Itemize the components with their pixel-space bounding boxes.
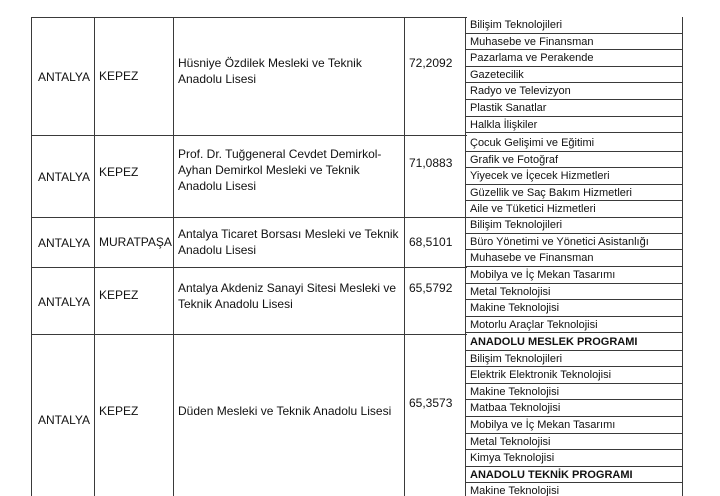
program-item: Plastik Sanatlar — [466, 100, 682, 117]
program-item: Grafik ve Fotoğraf — [466, 152, 682, 169]
score-cell: 65,3573 — [404, 335, 466, 496]
program-item: Bilişim Teknolojileri — [466, 17, 682, 34]
program-item: Halkla İlişkiler — [466, 117, 682, 134]
program-list — [465, 334, 683, 496]
program-heading: ANADOLU TEKNİK PROGRAMI — [466, 467, 682, 484]
table-row — [31, 17, 467, 136]
school-name-cell: Antalya Akdeniz Sanayi Sitesi Mesleki ve Teknik Anadolu Lisesi — [173, 268, 404, 335]
program-list — [465, 267, 683, 334]
school-name-cell: Antalya Ticaret Borsası Mesleki ve Teknik Anadolu Lisesi — [173, 218, 404, 268]
district-cell: KEPEZ — [94, 335, 173, 496]
district-cell: KEPEZ — [94, 18, 173, 136]
score-cell: 68,5101 — [404, 218, 466, 268]
program-item: Aile ve Tüketici Hizmetleri — [466, 201, 682, 218]
program-item: Mobilya ve İç Mekan Tasarımı — [466, 267, 682, 284]
table-row — [31, 334, 467, 496]
program-item: Makine Teknolojisi — [466, 483, 682, 496]
program-item: Muhasebe ve Finansman — [466, 34, 682, 51]
table-row — [31, 217, 467, 268]
program-item: Yiyecek ve İçecek Hizmetleri — [466, 168, 682, 185]
province-cell: ANTALYA — [31, 268, 94, 335]
program-list — [465, 217, 683, 267]
table-row — [31, 267, 467, 335]
program-item: Matbaa Teknolojisi — [466, 400, 682, 417]
score-cell: 71,0883 — [404, 136, 466, 218]
program-item: Metal Teknolojisi — [466, 434, 682, 451]
program-item: Kimya Teknolojisi — [466, 450, 682, 467]
score-cell: 65,5792 — [404, 268, 466, 335]
program-item: Bilişim Teknolojileri — [466, 217, 682, 234]
province-cell: ANTALYA — [31, 18, 94, 136]
program-item: Büro Yönetimi ve Yönetici Asistanlığı — [466, 234, 682, 251]
program-item: Bilişim Teknolojileri — [466, 351, 682, 368]
program-item: Motorlu Araçlar Teknolojisi — [466, 317, 682, 334]
district-cell: MURATPAŞA — [94, 218, 173, 268]
program-item: Radyo ve Televizyon — [466, 83, 682, 100]
table-row — [31, 135, 467, 218]
province-cell: ANTALYA — [31, 136, 94, 218]
school-name-cell: Prof. Dr. Tuğgeneral Cevdet Demirkol-Ayhan Demirkol Mesleki ve Teknik Anadolu Lisesi — [173, 136, 404, 218]
program-list — [465, 135, 683, 217]
program-item: Elektrik Elektronik Teknolojisi — [466, 367, 682, 384]
score-cell: 72,2092 — [404, 18, 466, 136]
program-heading: ANADOLU MESLEK PROGRAMI — [466, 334, 682, 351]
program-item: Muhasebe ve Finansman — [466, 250, 682, 267]
program-item: Gazetecilik — [466, 67, 682, 84]
program-item: Güzellik ve Saç Bakım Hizmetleri — [466, 185, 682, 202]
district-cell: KEPEZ — [94, 136, 173, 218]
program-item: Makine Teknolojisi — [466, 384, 682, 401]
program-item: Makine Teknolojisi — [466, 300, 682, 317]
province-cell: ANTALYA — [31, 335, 94, 496]
school-name-cell: Düden Mesleki ve Teknik Anadolu Lisesi — [173, 335, 404, 496]
program-item: Çocuk Gelişimi ve Eğitimi — [466, 135, 682, 152]
program-item: Pazarlama ve Perakende — [466, 50, 682, 67]
program-list — [465, 17, 683, 135]
school-name-cell: Hüsniye Özdilek Mesleki ve Teknik Anadolu Lisesi — [173, 18, 404, 136]
district-cell: KEPEZ — [94, 268, 173, 335]
province-cell: ANTALYA — [31, 218, 94, 268]
program-item: Metal Teknolojisi — [466, 284, 682, 301]
program-item: Mobilya ve İç Mekan Tasarımı — [466, 417, 682, 434]
